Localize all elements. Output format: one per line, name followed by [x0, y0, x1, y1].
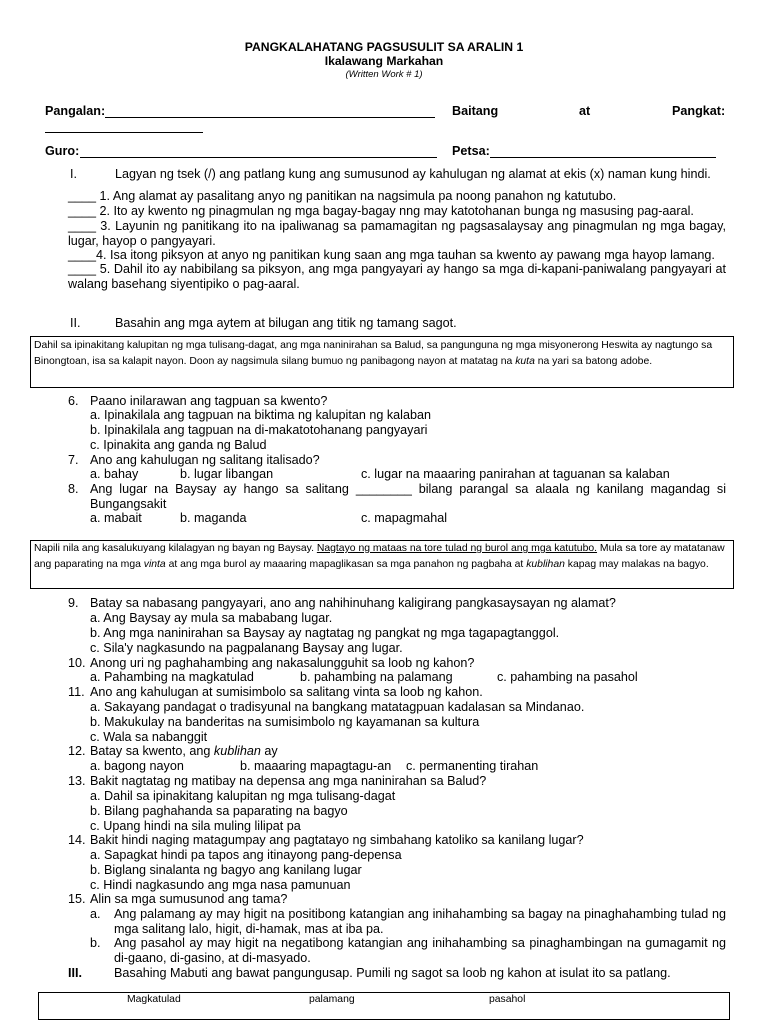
- q10-text: Anong uri ng paghahambing ang nakasalungguhit sa loob ng kahon?: [90, 656, 475, 670]
- q15-choice-b-label: b.: [90, 936, 101, 950]
- section-label: Pangkat:: [672, 104, 726, 118]
- teacher-field[interactable]: [80, 157, 437, 158]
- part2-instruction: Basahin ang mga aytem at bilugan ang titik ng tamang sagot.: [115, 316, 457, 330]
- q14-choice-a[interactable]: a. Sapagkat hindi pa tapos ang itinayong pang-depensa: [90, 848, 402, 862]
- q9-text: Batay sa nabasang pangyayari, ano ang nahihinuhang kaligirang pangkasaysayan ng alamat?: [90, 596, 616, 610]
- q10-number: 10.: [68, 656, 86, 670]
- q14-choice-c[interactable]: c. Hindi nagkasundo ang mga nasa pamunuan: [90, 878, 351, 892]
- passage-2-text: Napili nila ang kasalukuyang kilalagyan ng bayan ng Baysay.: [34, 543, 317, 554]
- q14-text: Bakit hindi naging matagumpay ang pagtatayo ng simbahang katoliko sa kanilang lugar?: [90, 833, 584, 847]
- q13-text: Bakit nagtatag ng matibay na depensa ang mga naninirahan sa Balud?: [90, 774, 487, 788]
- q12-choice-a[interactable]: a. bagong nayon: [90, 759, 184, 773]
- q10-choice-a[interactable]: a. Pahambing na magkatulad: [90, 670, 254, 684]
- exam-title: PANGKALAHATANG PAGSUSULIT SA ARALIN 1: [244, 40, 524, 54]
- q7-number: 7.: [68, 453, 79, 467]
- passage-1-text: Dahil sa ipinakitang kalupitan ng mga tulisang-dagat, ang mga naninirahan sa Balud, sa pangunguna ng mga misyonerong Heswita ay nagtungo sa Binongtoan, isa sa kalapit nayon. Doon ay nagsimula silang bumuo ng panibagong nayon at matatag na: [34, 340, 713, 367]
- q14-choice-b[interactable]: b. Biglang sinalanta ng bagyo ang kanilang lugar: [90, 863, 362, 877]
- part1-item: ____ 5. Dahil ito ay nabibilang sa piksyon, ang mga pangyayari ay hango sa mga di-kapani-paniwalang pangyayari at walang basehang siyentipiko o pag-aaral.: [68, 262, 726, 291]
- grade-label: Baitang: [452, 104, 499, 118]
- q8-choice-c[interactable]: c. mapagmahal: [361, 511, 448, 525]
- q12-number: 12.: [68, 744, 86, 758]
- q13-number: 13.: [68, 774, 86, 788]
- q15-choice-b[interactable]: Ang pasahol ay may higit na negatibong katangian ang inihahambing sa pinaghambingan na gumagamit ng di-gaano, di-gasino, at di-masyado.: [114, 936, 726, 965]
- part3-numeral: III.: [68, 966, 82, 980]
- passage-2-underlined: Nagtayo ng mataas na tore tulad ng burol ang mga katutubo.: [316, 543, 598, 554]
- choices-box: [38, 992, 730, 1020]
- q15-text: Alin sa mga sumusunod ang tama?: [90, 892, 288, 906]
- q13-choice-c[interactable]: c. Upang hindi na sila muling lilipat pa: [90, 819, 301, 833]
- part1-item: ____4. Isa itong piksyon at anyo ng panitikan kung saan ang mga tauhan sa kwento ay pawang mga hayop lamang.: [68, 248, 715, 262]
- q12-choice-b[interactable]: b. maaaring mapagtagu-an: [240, 759, 392, 773]
- passage-2-mid: Mula sa tore ay matatanaw ang paparating na mga: [34, 543, 725, 570]
- part1-item: ____ 1. Ang alamat ay pasalitang anyo ng panitikan na nagsimula pa noong panahon ng katutubo.: [68, 189, 617, 203]
- date-field[interactable]: [490, 157, 716, 158]
- q12-text-start: Batay sa kwento, ang: [90, 744, 214, 758]
- q6-choice-b[interactable]: b. Ipinakilala ang tagpuan na di-makatotohanang pangyayari: [90, 423, 428, 437]
- name-field[interactable]: [105, 117, 435, 118]
- section-field[interactable]: [45, 132, 203, 133]
- q6-number: 6.: [68, 394, 79, 408]
- part1-numeral: I.: [70, 167, 77, 181]
- and-label: at: [579, 104, 591, 118]
- part3-instruction: Basahing Mabuti ang bawat pangungusap. Pumili ng sagot sa loob ng kahon at isulat ito sa patlang.: [114, 966, 671, 980]
- teacher-label: Guro:: [45, 144, 80, 158]
- choice-magkatulad: Magkatulad: [127, 994, 181, 1005]
- q11-text: Ano ang kahulugan at sumisimbolo sa salitang vinta sa loob ng kahon.: [90, 685, 483, 699]
- passage-2-mid2: at ang mga burol ay maaaring mapaglikasan sa mga panahon ng pagbaha at: [165, 558, 527, 570]
- q6-choice-a[interactable]: a. Ipinakilala ang tagpuan na biktima ng kalupitan ng kalaban: [90, 408, 431, 422]
- q9-choice-b[interactable]: b. Ang mga naninirahan sa Baysay ay nagtatag ng pangkat ng mga tagapagtanggol.: [90, 626, 560, 640]
- q12-text-italic: kublihan: [213, 744, 261, 758]
- passage-2-italic-kublihan: kublihan: [526, 558, 565, 570]
- choice-palamang: palamang: [309, 994, 355, 1005]
- q15-choice-a-label: a.: [90, 907, 101, 921]
- part2-numeral: II.: [70, 316, 81, 330]
- q9-choice-a[interactable]: a. Ang Baysay ay mula sa mababang lugar.: [90, 611, 333, 625]
- q6-choice-c[interactable]: c. Ipinakita ang ganda ng Balud: [90, 438, 267, 452]
- q15-number: 15.: [68, 892, 86, 906]
- q11-choice-a[interactable]: a. Sakayang pandagat o tradisyunal na bangkang matatagpuan kadalasan sa Mindanao.: [90, 700, 585, 714]
- date-label: Petsa:: [452, 144, 490, 158]
- q8-number: 8.: [68, 482, 79, 496]
- q13-choice-b[interactable]: b. Bilang paghahanda sa paparating na bagyo: [90, 804, 348, 818]
- q10-choice-b[interactable]: b. pahambing na palamang: [300, 670, 453, 684]
- q15-choice-a[interactable]: Ang palamang ay may higit na positibong katangian ang inihahambing sa bagay na pinaghahambing tulad ng mga salitang lalo, higit, di-hamak, mas at iba pa.: [114, 907, 726, 936]
- passage-2-italic-vinta: vinta: [143, 558, 166, 570]
- choice-pasahol: pasahol: [489, 994, 526, 1005]
- part1-instruction: Lagyan ng tsek (/) ang patlang kung ang sumusunod ay kahulugan ng alamat at ekis (x) naman kung hindi.: [115, 167, 711, 181]
- passage-box-2: [30, 540, 734, 589]
- q8-choice-a[interactable]: a. mabait: [90, 511, 142, 525]
- exam-subtitle: Ikalawang Markahan: [324, 54, 444, 68]
- q11-choice-c[interactable]: c. Wala sa nabanggit: [90, 730, 208, 744]
- q11-choice-b[interactable]: b. Makukulay na banderitas na sumisimbolo ng kayamanan sa kultura: [90, 715, 480, 729]
- q12-text: [90, 744, 278, 759]
- q7-choice-c[interactable]: c. lugar na maaaring panirahan at taguanan sa kalaban: [361, 467, 670, 481]
- passage-2-end: kapag may malakas na bagyo.: [564, 558, 709, 570]
- q8-choice-b[interactable]: b. maganda: [180, 511, 247, 525]
- q6-text: Paano inilarawan ang tagpuan sa kwento?: [90, 394, 328, 408]
- q13-choice-a[interactable]: a. Dahil sa ipinakitang kalupitan ng mga tulisang-dagat: [90, 789, 396, 803]
- q7-choice-b[interactable]: b. lugar libangan: [180, 467, 274, 481]
- passage-box-1: [30, 336, 734, 388]
- q12-text-end: ay: [260, 744, 278, 758]
- name-label: Pangalan:: [45, 104, 106, 118]
- q10-choice-c[interactable]: c. pahambing na pasahol: [497, 670, 638, 684]
- q8-text: Ang lugar na Baysay ay hango sa salitang ________ bilang parangal sa alaala ng kanilang magandag si Bungangsakit: [90, 482, 726, 511]
- q11-number: 11.: [68, 685, 85, 699]
- q7-text: Ano ang kahulugan ng salitang italisado?: [90, 453, 320, 467]
- part1-item: ____ 3. Layunin ng panitikang ito na ipaliwanag sa pamamagitan ng pagsasalaysay ang pinagmulan ng mga bagay, lugar, hayop o pangyayari.: [68, 219, 726, 248]
- passage-1-italic: kuta: [515, 355, 535, 367]
- q9-number: 9.: [68, 596, 79, 610]
- q14-number: 14.: [68, 833, 86, 847]
- part1-item: ____ 2. Ito ay kwento ng pinagmulan ng mga bagay-bagay nng may katotohanan bunga ng masusing pag-aaral.: [68, 204, 694, 218]
- q7-choice-a[interactable]: a. bahay: [90, 467, 139, 481]
- passage-1-end: na yari sa batong adobe.: [534, 355, 653, 367]
- exam-note: (Written Work # 1): [345, 69, 423, 80]
- q9-choice-c[interactable]: c. Sila'y nagkasundo na pagpalanang Baysay ang lugar.: [90, 641, 403, 655]
- q12-choice-c[interactable]: c. permanenting tirahan: [406, 759, 539, 773]
